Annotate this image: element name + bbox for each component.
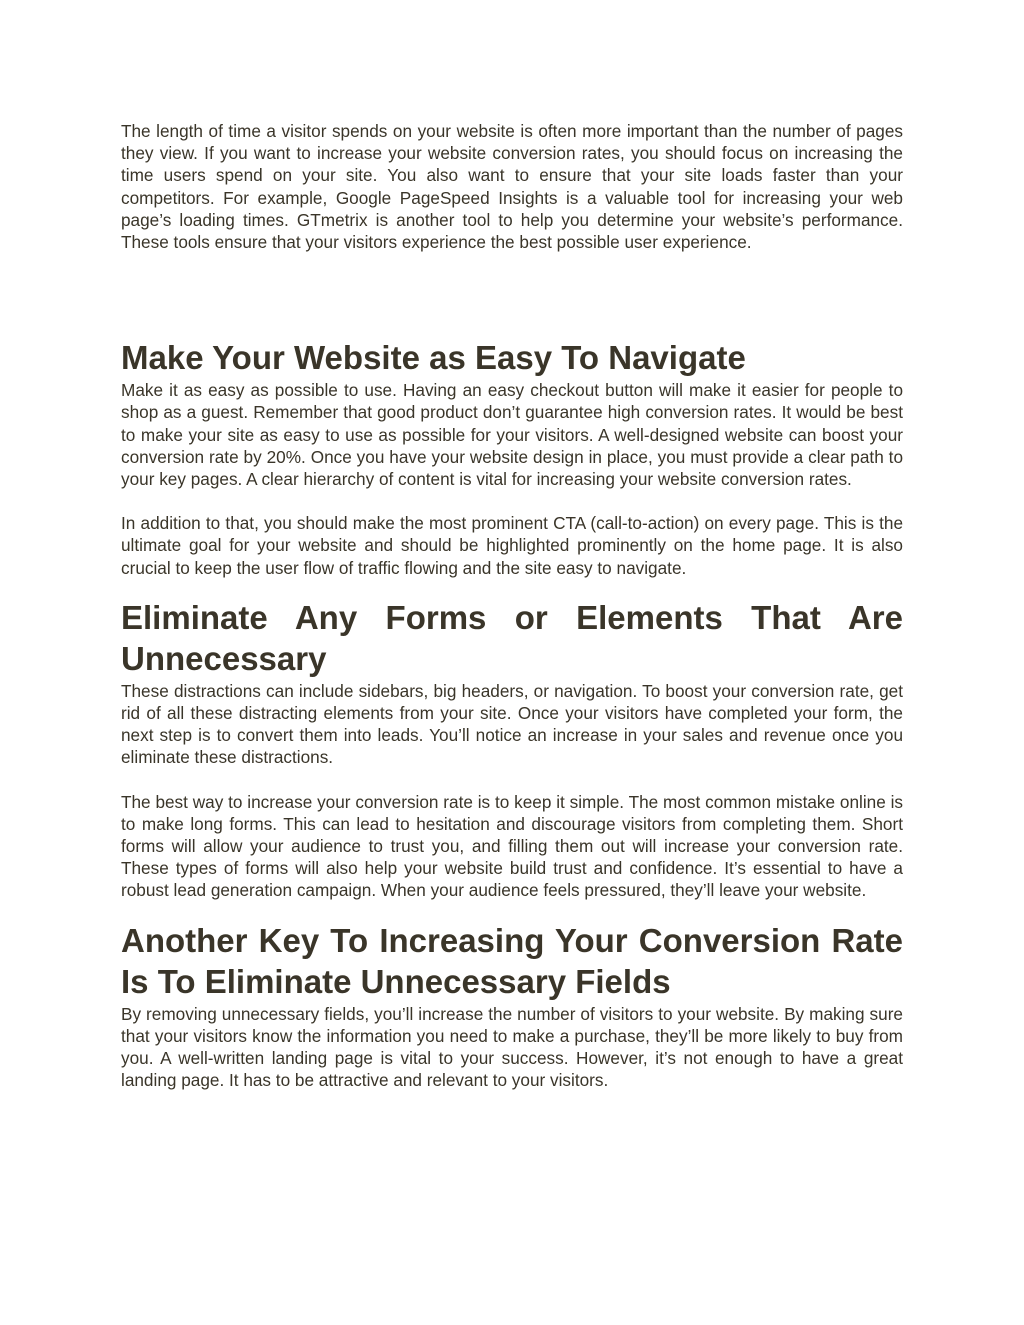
- spacer: [121, 253, 903, 337]
- section-paragraph: The best way to increase your conversion rate is to keep it simple. The most common mistake online is to make long forms. This can lead to hesitation and discourage visitors from completing them. Short forms will allow your audience to trust you, and filling them out will increase your conversion rate. These types of forms will also help your website build trust and confidence. It’s essential to have a robust lead generation campaign. When your audience feels pressured, they’ll leave your website.: [121, 791, 903, 901]
- document-page: [121, 120, 903, 1091]
- section-heading-eliminate-forms: Eliminate Any Forms or Elements That Are Unnecessary: [121, 598, 903, 677]
- section-heading-navigate: Make Your Website as Easy To Navigate: [121, 339, 746, 377]
- intro-paragraph: The length of time a visitor spends on your website is often more important than the number of pages they view. If you want to increase your website conversion rates, you should focus on increasing the time users spend on your site. You also want to ensure that your site loads faster than your competitors. For example, Google PageSpeed Insights is a valuable tool for increasing your web page’s loading times. GTmetrix is another tool to help you determine your website’s performance. These tools ensure that your visitors experience the best possible user experience.: [121, 121, 903, 253]
- section-paragraph: These distractions can include sidebars, big headers, or navigation. To boost your conversion rate, get rid of all these distracting elements from your site. Once your visitors have completed your form, the next step is to convert them into leads. You’ll notice an increase in your sales and revenue once you eliminate these distractions.: [121, 680, 903, 768]
- section-paragraph: In addition to that, you should make the most prominent CTA (call-to-action) on every page. This is the ultimate goal for your website and should be highlighted prominently on the home page. It is also crucial to keep the user flow of traffic flowing and the site easy to navigate.: [121, 513, 903, 578]
- section-paragraph: By removing unnecessary fields, you’ll increase the number of visitors to your website. By making sure that your visitors know the information you need to make a purchase, they’ll be more likely to buy from you. A well-written landing page is vital to your success. However, it’s not enough to have a great landing page. It has to be attractive and relevant to your visitors.: [121, 1003, 903, 1091]
- section-paragraph: Make it as easy as possible to use. Having an easy checkout button will make it easier for people to shop as a guest. Remember that good product don’t guarantee high conversion rates. It would be best to make your site as easy to use as possible for your visitors. A well-designed website can boost your conversion rate by 20%. Once you have your website design in place, you must provide a clear path to your key pages. A clear hierarchy of content is vital for increasing your website conversion rates.: [121, 380, 903, 490]
- section-heading-eliminate-fields: Another Key To Increasing Your Conversion Rate Is To Eliminate Unnecessary Fields: [121, 921, 903, 1000]
